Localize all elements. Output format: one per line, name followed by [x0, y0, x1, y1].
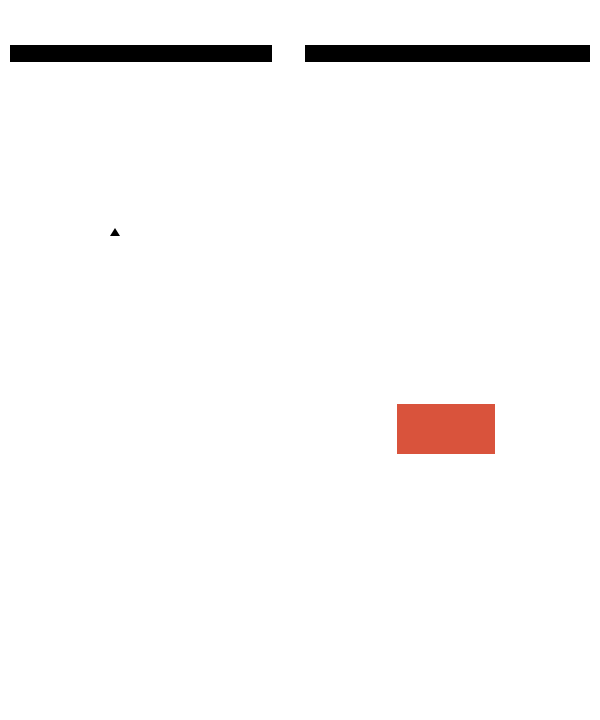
risk-scale	[12, 204, 212, 225]
risk-pointer-icon	[110, 228, 120, 236]
active-stage-highlight	[397, 404, 495, 454]
history-chart	[0, 500, 600, 720]
disease-stage-scale	[10, 374, 590, 404]
author-header	[10, 45, 272, 62]
patient-header	[305, 45, 590, 62]
